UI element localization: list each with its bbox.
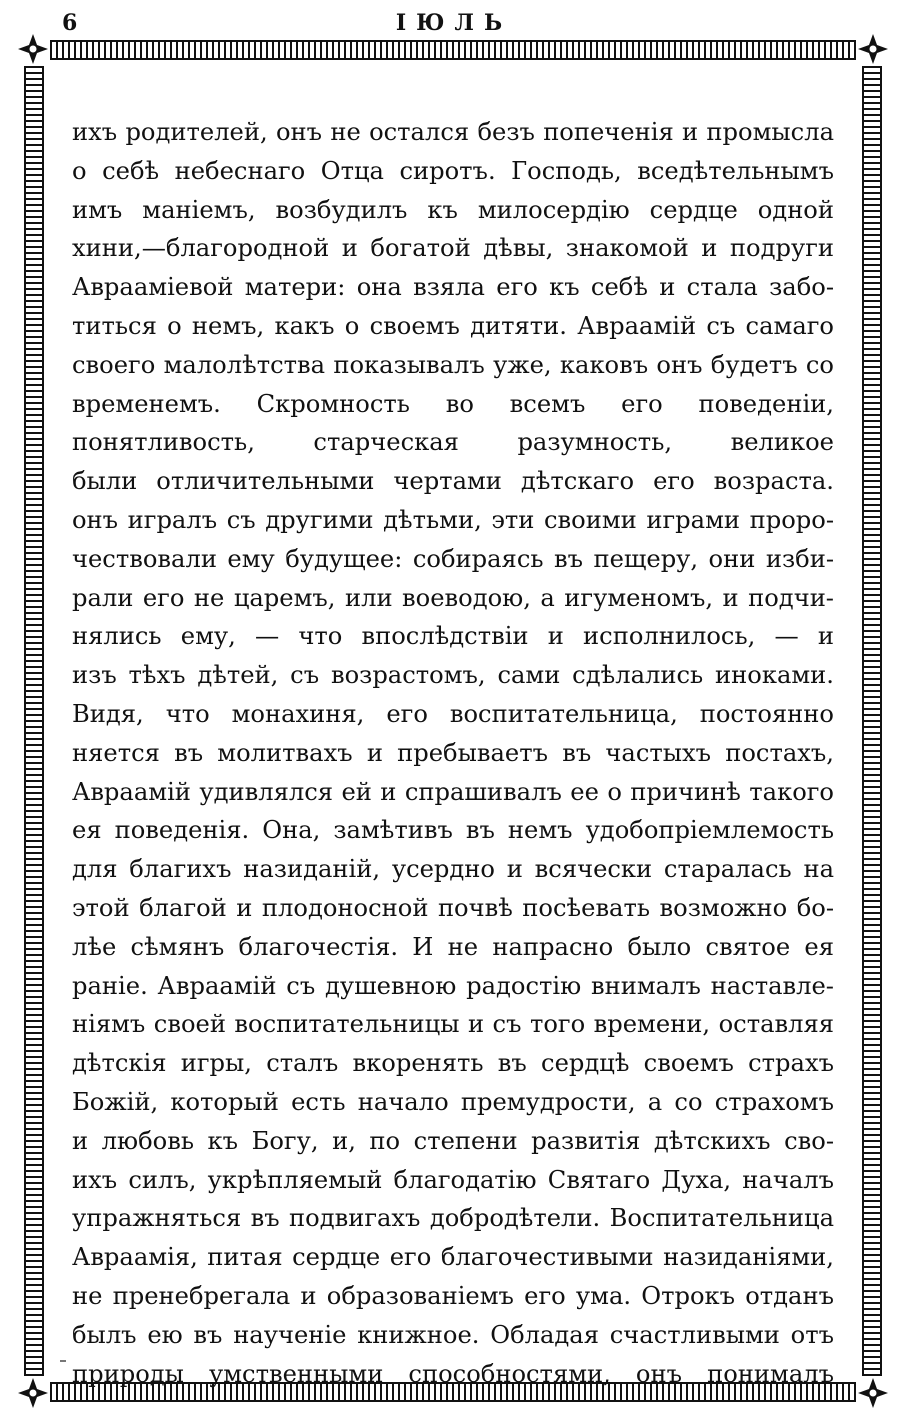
frame-border-top (38, 40, 868, 60)
text-line: няется въ молитвахъ и пребываетъ въ частыхъ постахъ, (72, 738, 834, 767)
text-line: Авраамія, питая сердце его благочестивыми назиданіями, (72, 1243, 834, 1272)
frame-corner-ornament-icon (16, 32, 50, 66)
text-line: былъ ею въ наученіе книжное. Обладая счастливыми отъ (72, 1320, 834, 1349)
text-line: ея поведенія. Она, замѣтивъ въ немъ удобопріемлемость (72, 816, 834, 845)
page-header (0, 8, 908, 38)
text-line: и любовь къ Богу, и, по степени развитія дѣтскихъ сво- (72, 1126, 834, 1155)
frame-border-right (862, 54, 882, 1388)
text-line: понятливость, старческая разумность, великое (72, 428, 834, 457)
text-line: титься о немъ, какъ о своемъ дитяти. Авраамій съ самаго (72, 311, 834, 340)
text-line: дѣтскія игры, сталъ вкоренять въ сердцѣ своемъ страхъ (72, 1049, 834, 1078)
text-line: изъ тѣхъ дѣтей, съ возрастомъ, сами сдѣлались иноками. (72, 661, 834, 690)
text-line: природы умственными способностями, онъ понималъ (72, 1359, 834, 1388)
text-line: для благихъ назиданій, усердно и всячески старалась на (72, 855, 834, 884)
text-line: своего малолѣтства показывалъ уже, каковъ онъ будетъ со (72, 350, 834, 379)
running-title: ІЮЛЬ (395, 10, 513, 36)
text-line: Божій, который есть начало премудрости, а со страхомъ (72, 1087, 834, 1116)
text-line: Авраамій удивлялся ей и спрашивалъ ее о причинѣ такого (72, 777, 834, 806)
text-line: Видя, что монахиня, его воспитательница, постоянно (72, 699, 834, 728)
text-line: ихъ силъ, укрѣпляемый благодатію Святаго Духа, началъ (72, 1165, 834, 1194)
text-line: этой благой и плодоносной почвѣ посѣевать возможно бо- (72, 893, 834, 922)
text-line: были отличительными чертами дѣтскаго его возраста. (72, 467, 834, 496)
text-line: онъ игралъ съ другими дѣтьми, эти своими играми проро- (72, 505, 834, 534)
text-line: упражняться въ подвигахъ добродѣтели. Воспитательница (72, 1204, 834, 1233)
frame-corner-ornament-icon (16, 1376, 50, 1410)
page-number: 6 (62, 10, 78, 36)
text-line: Авраамiевой матери: она взяла его къ себѣ и стала забо- (72, 273, 834, 302)
text-line: не пренебрегала и образованіемъ его ума. Отрокъ отданъ (72, 1281, 834, 1310)
text-line: ихъ родителей, онъ не остался безъ попеченія и промысла (72, 118, 834, 146)
frame-corner-ornament-icon (856, 32, 890, 66)
text-line: чествовали ему будущее: собираясь въ пещеру, они изби- (72, 544, 834, 573)
frame-corner-ornament-icon (856, 1376, 890, 1410)
body-text (72, 113, 834, 1393)
text-line: ніямъ своей воспитательницы и съ того времени, оставляя (72, 1010, 834, 1039)
text-line: раніе. Авраамій съ душевною радостію внималъ наставле- (72, 971, 834, 1000)
text-line: нялись ему, — что впослѣдствіи и исполнилось, — и (72, 622, 834, 651)
text-line: лѣе сѣмянъ благочестія. И не напрасно было святое ея (72, 932, 834, 961)
print-speck (60, 1360, 66, 1362)
text-line: рали его не царемъ, или воеводою, а игуменомъ, и подчи- (72, 583, 834, 612)
text-line: о себѣ небеснаго Отца сиротъ. Господь, вседѣтельнымъ (72, 156, 834, 185)
text-line: временемъ. Скромность во всемъ его поведеніи, (72, 389, 834, 418)
text-line: хини,—благородной и богатой дѣвы, знакомой и подруги (72, 234, 834, 263)
frame-border-left (24, 54, 44, 1388)
text-line: имъ маніемъ, возбудилъ къ милосердію сердце одной (72, 195, 834, 224)
